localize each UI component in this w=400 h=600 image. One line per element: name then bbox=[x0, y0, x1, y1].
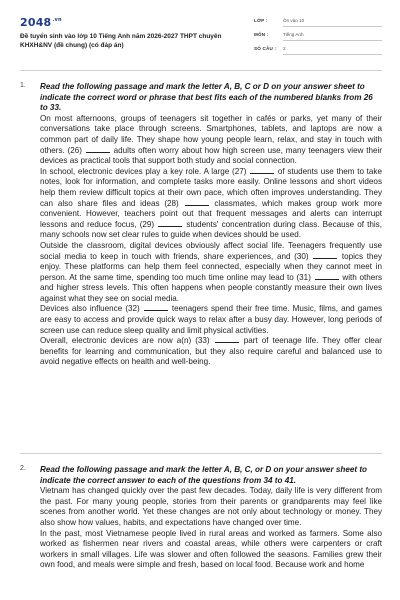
meta-subject-value: Tiếng Anh bbox=[283, 32, 304, 37]
meta-subject-key: MÔN : bbox=[254, 32, 269, 37]
question-2-number: 2. bbox=[20, 465, 26, 472]
question-2-paragraph: Vietnam has changed quickly over the past few decades. Today, daily life is very different from the past. For many young people, stories from their parents or grandparents may feel like scenes from another world. Yet these changes are not only about technology or money. They also show how values, habits, and expectations have changed over time. bbox=[40, 486, 382, 527]
question-1-instruction: Read the following passage and mark the letter A, B, C or D on your answer sheet to indicate the correct word or phrase that best fits each of the numbered blanks from 26 to 33. bbox=[40, 82, 373, 113]
document-content bbox=[0, 60, 400, 600]
document-title: Đề tuyển sinh vào lớp 10 Tiếng Anh năm 2026-2027 THPT chuyên KHXH&NV (đề chung) (có đáp án) bbox=[20, 33, 222, 49]
logo-suffix: .vn bbox=[52, 17, 62, 24]
meta-count-row bbox=[254, 46, 382, 58]
meta-class-value: Ôn vào 10 bbox=[283, 18, 305, 23]
blank-27[interactable] bbox=[250, 167, 274, 174]
meta-count-key: SỐ CÂU : bbox=[254, 46, 277, 51]
meta-subject-underline bbox=[283, 40, 382, 41]
question-2-body bbox=[40, 465, 382, 571]
question-1-paragraph: Outside the classroom, digital devices obviously affect social life. Teenagers frequently use social media to keep in touch with friends, share experiences, and (30) topics they enjoy. These platforms can help them feel connected, especially when they cannot meet in person. At the same time, spending too much time online may lead to (31) with others and higher stress levels. This often happens when people constantly measure their own lives against what they see on social media. bbox=[40, 240, 382, 303]
section-divider bbox=[20, 70, 382, 71]
meta-count-underline bbox=[283, 54, 382, 55]
meta-class-underline bbox=[283, 26, 382, 27]
site-logo[interactable] bbox=[20, 16, 62, 29]
blank-33[interactable] bbox=[215, 336, 239, 343]
question-1-number: 1. bbox=[20, 82, 26, 89]
blank-32[interactable] bbox=[144, 304, 168, 311]
meta-count-value: 2 bbox=[283, 46, 286, 51]
meta-class-key: LỚP : bbox=[254, 18, 268, 23]
question-1-paragraph: Devices also influence (32) teenagers spend their free time. Music, films, and games are easy to access and provide quick ways to relax after a busy day. However, long periods of screen use can reduce sleep quality and limit physical activities. bbox=[40, 304, 383, 335]
blank-30[interactable] bbox=[313, 252, 337, 259]
section-divider bbox=[20, 453, 382, 454]
meta-subject-row bbox=[254, 32, 382, 44]
question-1-body bbox=[40, 82, 382, 368]
blank-28[interactable] bbox=[185, 199, 209, 206]
blank-31[interactable] bbox=[315, 273, 339, 280]
blank-29[interactable] bbox=[158, 220, 182, 227]
blank-26[interactable] bbox=[86, 146, 110, 153]
question-1-paragraph: Overall, electronic devices are now a(n) (33) part of teenage life. They offer clear benefits for learning and communication, but they also require careful and balanced use to avoid negative effects on health and well-being. bbox=[40, 336, 382, 367]
question-1-paragraph: In school, electronic devices play a key role. A large (27) of students use them to take notes, look for information, and complete tasks more easily. Online lessons and short videos help them review difficult topics at their own pace, which often improves understanding. They can also share files and ideas (28) classmates, which makes group work more convenient. However, teachers point out that frequent messages and alerts can interrupt lessons and reduce focus, (29) students' concentration during class. Because of this, many schools now set clear rules to guide when devices should be used. bbox=[40, 166, 382, 240]
document-header bbox=[0, 0, 400, 60]
logo-text: 2048 bbox=[20, 16, 52, 29]
question-2-instruction: Read the following passage and mark the letter A, B, C, or D on your answer sheet to indicate the correct answer to each of the questions from 34 to 41. bbox=[40, 465, 368, 485]
meta-class-row bbox=[254, 18, 382, 30]
question-1-paragraph: On most afternoons, groups of teenagers sit together in cafés or parks, yet many of their conversations take place through screens. Smartphones, tablets, and laptops are now a common part of daily life. They shape how young people learn, relax, and stay in touch with others. (26) adults often worry about how high screen use, many teenagers view their devices as practical tools that support both study and social connection. bbox=[40, 113, 383, 166]
question-2-paragraph: In the past, most Vietnamese people lived in rural areas and worked as farmers. Some also worked as fishermen near rivers and coastal areas, while others were carpenters or craft workers in small villages. Life was slower and often followed the seasons. Families grew their own food, and meals were simple and fresh, based on local food. Because work and home bbox=[40, 528, 382, 570]
